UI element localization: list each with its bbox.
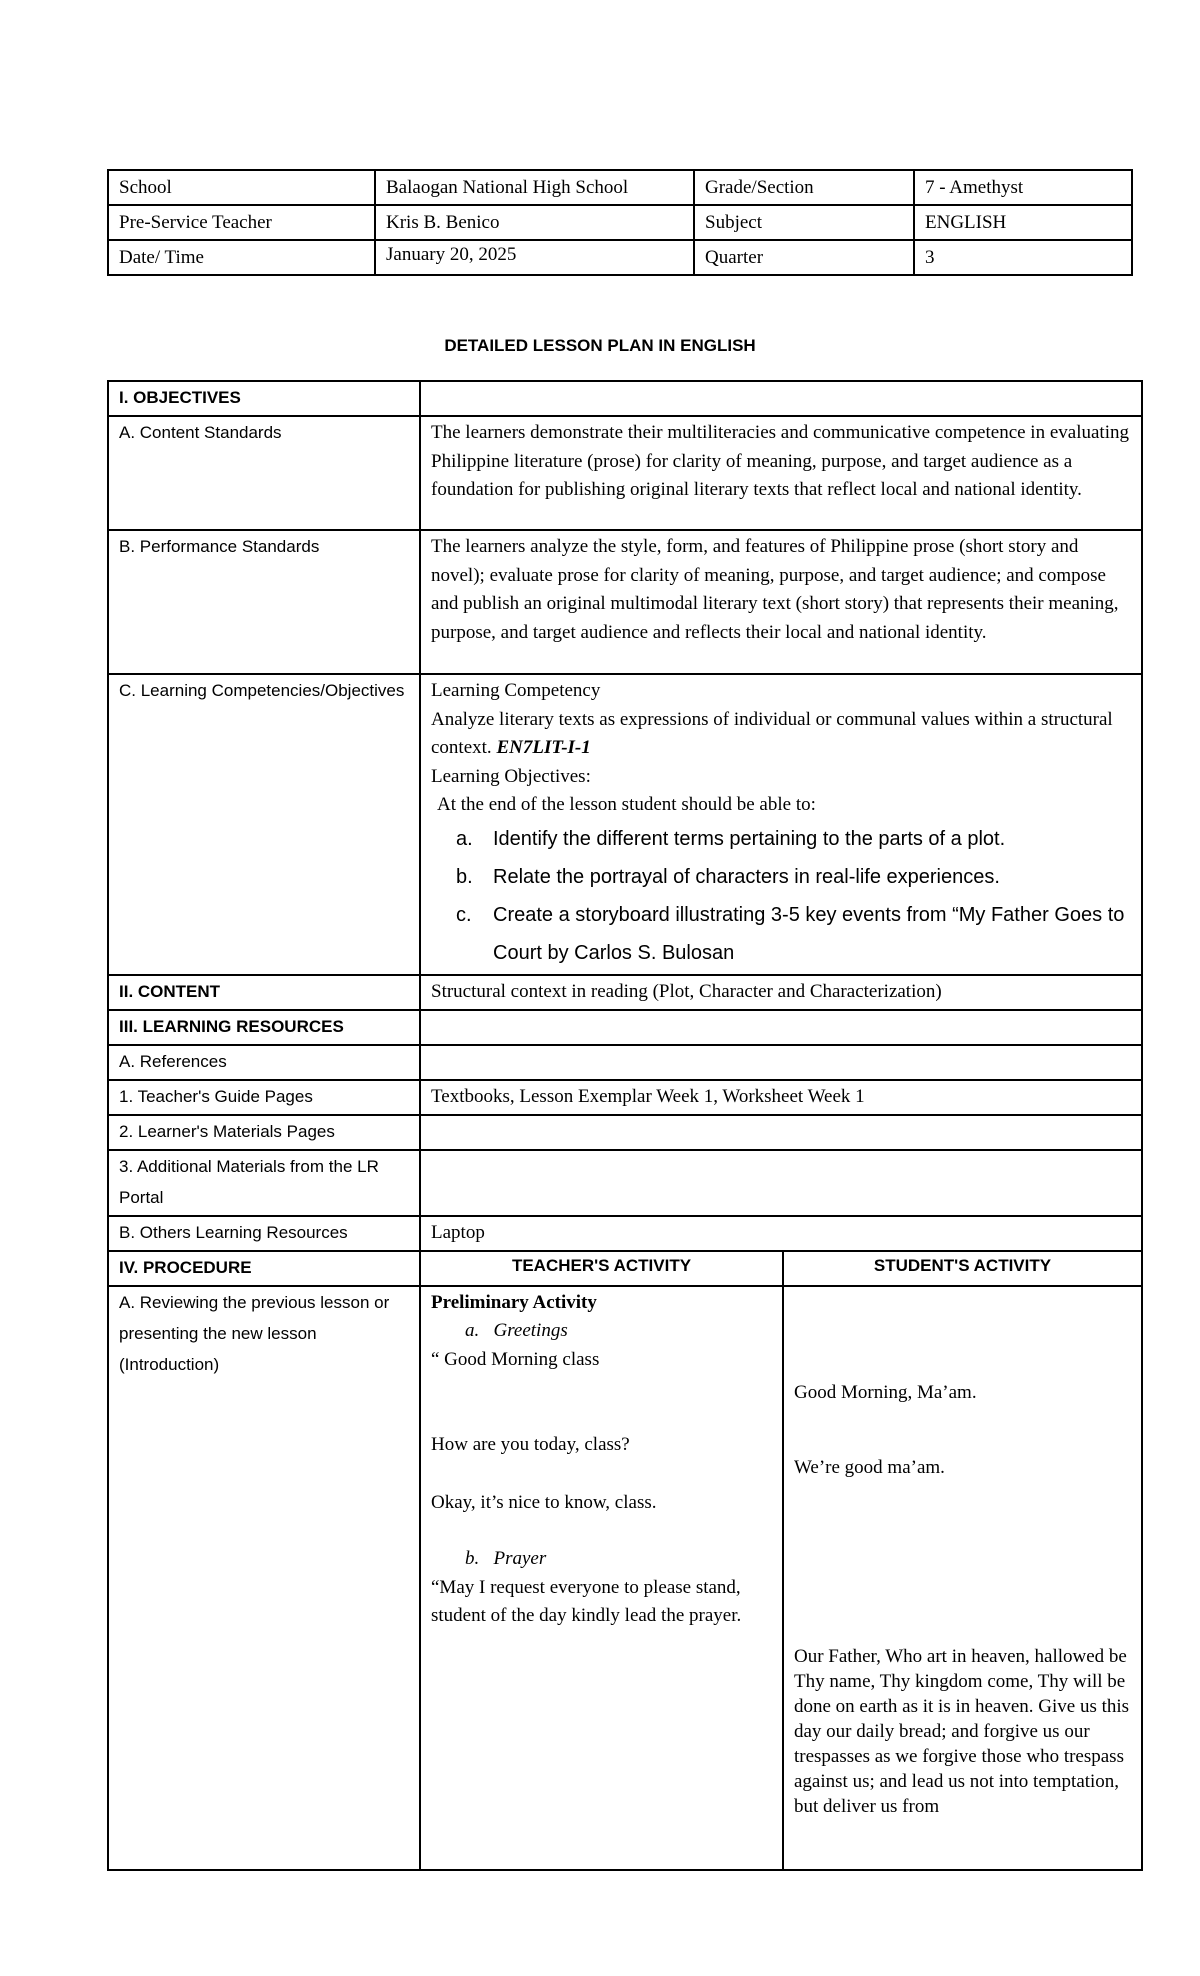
row-procedure-header bbox=[108, 1251, 1142, 1286]
prayer-line bbox=[431, 1545, 772, 1574]
preliminary-heading: Preliminary Activity bbox=[431, 1291, 597, 1313]
content-standards-label: A. Content Standards bbox=[108, 416, 420, 530]
date-label: Date/ Time bbox=[108, 240, 375, 275]
additional-materials-label: 3. Additional Materials from the LR Portal bbox=[108, 1150, 420, 1216]
learners-materials-empty bbox=[420, 1115, 1142, 1150]
performance-standards-label: B. Performance Standards bbox=[108, 530, 420, 674]
teacher-nice: Okay, it’s nice to know, class. bbox=[431, 1491, 657, 1513]
teacher-how-are-you: How are you today, class? bbox=[431, 1434, 630, 1455]
objectives-label: I. OBJECTIVES bbox=[108, 381, 420, 416]
school-info-table bbox=[107, 169, 1133, 276]
row-review bbox=[108, 1286, 1142, 1870]
prayer-marker: b. bbox=[465, 1548, 480, 1569]
row-references bbox=[108, 1045, 1142, 1080]
lesson-plan-table bbox=[107, 380, 1143, 1871]
teacher-label: Pre-Service Teacher bbox=[108, 205, 375, 240]
objective-item bbox=[456, 820, 1131, 858]
subject-value: ENGLISH bbox=[914, 205, 1132, 240]
quarter-label: Quarter bbox=[694, 240, 914, 275]
learners-materials-label: 2. Learner's Materials Pages bbox=[108, 1115, 420, 1150]
greetings-marker: a. bbox=[465, 1320, 480, 1341]
teachers-guide-text: Textbooks, Lesson Exemplar Week 1, Worksheet Week 1 bbox=[420, 1080, 1142, 1115]
page-title: DETAILED LESSON PLAN IN ENGLISH bbox=[444, 336, 756, 355]
date-value: January 20, 2025 bbox=[375, 240, 694, 275]
subject-label: Subject bbox=[694, 205, 914, 240]
row-resources bbox=[108, 1010, 1142, 1045]
competencies-cell bbox=[420, 674, 1142, 975]
teacher-value: Kris B. Benico bbox=[375, 205, 694, 240]
resources-label: III. LEARNING RESOURCES bbox=[108, 1010, 420, 1045]
additional-materials-empty bbox=[420, 1150, 1142, 1216]
competency-text-block bbox=[431, 706, 1131, 763]
row-performance-standards bbox=[108, 530, 1142, 674]
prayer-text: Prayer bbox=[493, 1548, 547, 1569]
row-teachers-guide bbox=[108, 1080, 1142, 1115]
teacher-activity-cell bbox=[420, 1286, 783, 1870]
student-activity-cell bbox=[783, 1286, 1142, 1870]
teacher-request: “May I request everyone to please stand, student of the day kindly lead the prayer. bbox=[431, 1576, 742, 1626]
row-others bbox=[108, 1216, 1142, 1251]
row-objectives bbox=[108, 381, 1142, 416]
objectives-intro: At the end of the lesson student should be able to: bbox=[437, 794, 816, 815]
teachers-guide-label: 1. Teacher's Guide Pages bbox=[108, 1080, 420, 1115]
references-empty bbox=[420, 1045, 1142, 1080]
teacher-activity-header: TEACHER'S ACTIVITY bbox=[420, 1251, 783, 1286]
objectives-empty bbox=[420, 381, 1142, 416]
competency-text: Analyze literary texts as expressions of individual or communal values within a structural context. bbox=[431, 708, 1113, 758]
competency-code: EN7LIT-I-1 bbox=[496, 737, 591, 758]
objective-marker: b. bbox=[456, 865, 473, 888]
competencies-label: C. Learning Competencies/Objectives bbox=[108, 674, 420, 975]
school-label: School bbox=[108, 170, 375, 205]
student-prayer: Our Father, Who art in heaven, hallowed be Thy name, Thy kingdom come, Thy will be done on earth as it is in heaven. Give us this day our daily bread; and forgive us our trespasses as we forgive those who trespass against us; and lead us not into temptation, but deliver us from bbox=[794, 1645, 1130, 1817]
objective-text: Create a storyboard illustrating 3-5 key events from “My Father Goes to Court by Carlos S. Bulosan bbox=[493, 903, 1125, 964]
objective-text: Relate the portrayal of characters in real-life experiences. bbox=[493, 865, 1000, 888]
objective-item bbox=[456, 896, 1131, 972]
content-standards-text: The learners demonstrate their multiliteracies and communicative competence in evaluating Philippine literature (prose) for clarity of meaning, purpose, and target audience as a foundation for publishing original literary texts that reflect local and national identity. bbox=[420, 416, 1142, 530]
performance-standards-text: The learners analyze the style, form, and features of Philippine prose (short story and novel); evaluate prose for clarity of meaning, purpose, and target audience; and compose and publish an original multimodal literary text (short story) that represents their meaning, purpose, and target audience and reflects their local and national identity. bbox=[420, 530, 1142, 674]
others-label: B. Others Learning Resources bbox=[108, 1216, 420, 1251]
student-good: We’re good ma’am. bbox=[794, 1457, 945, 1478]
info-row-teacher bbox=[108, 205, 1132, 240]
quarter-value: 3 bbox=[914, 240, 1132, 275]
objective-marker: a. bbox=[456, 827, 473, 850]
school-value: Balaogan National High School bbox=[375, 170, 694, 205]
content-label: II. CONTENT bbox=[108, 975, 420, 1010]
review-label: A. Reviewing the previous lesson or presenting the new lesson (Introduction) bbox=[108, 1286, 420, 1870]
resources-empty bbox=[420, 1010, 1142, 1045]
student-good-morning: Good Morning, Ma’am. bbox=[794, 1381, 977, 1403]
info-row-date bbox=[108, 240, 1132, 275]
grade-label: Grade/Section bbox=[694, 170, 914, 205]
row-learners-materials bbox=[108, 1115, 1142, 1150]
greetings-text: Greetings bbox=[493, 1320, 568, 1341]
info-row-school bbox=[108, 170, 1132, 205]
objective-text: Identify the different terms pertaining to the parts of a plot. bbox=[493, 827, 1006, 850]
student-activity-header: STUDENT'S ACTIVITY bbox=[783, 1251, 1142, 1286]
row-content-standards bbox=[108, 416, 1142, 530]
procedure-label: IV. PROCEDURE bbox=[108, 1251, 420, 1286]
competency-heading: Learning Competency bbox=[431, 680, 601, 701]
content-text: Structural context in reading (Plot, Character and Characterization) bbox=[420, 975, 1142, 1010]
teacher-good-morning: “ Good Morning class bbox=[431, 1348, 600, 1370]
objective-list bbox=[431, 820, 1131, 972]
objectives-heading: Learning Objectives: bbox=[431, 765, 591, 787]
row-additional-materials bbox=[108, 1150, 1142, 1216]
references-label: A. References bbox=[108, 1045, 420, 1080]
row-content bbox=[108, 975, 1142, 1010]
greetings-line bbox=[431, 1317, 772, 1346]
objective-marker: c. bbox=[456, 903, 472, 926]
others-text: Laptop bbox=[420, 1216, 1142, 1251]
row-competencies bbox=[108, 674, 1142, 975]
grade-value: 7 - Amethyst bbox=[914, 170, 1132, 205]
objective-item bbox=[456, 858, 1131, 896]
